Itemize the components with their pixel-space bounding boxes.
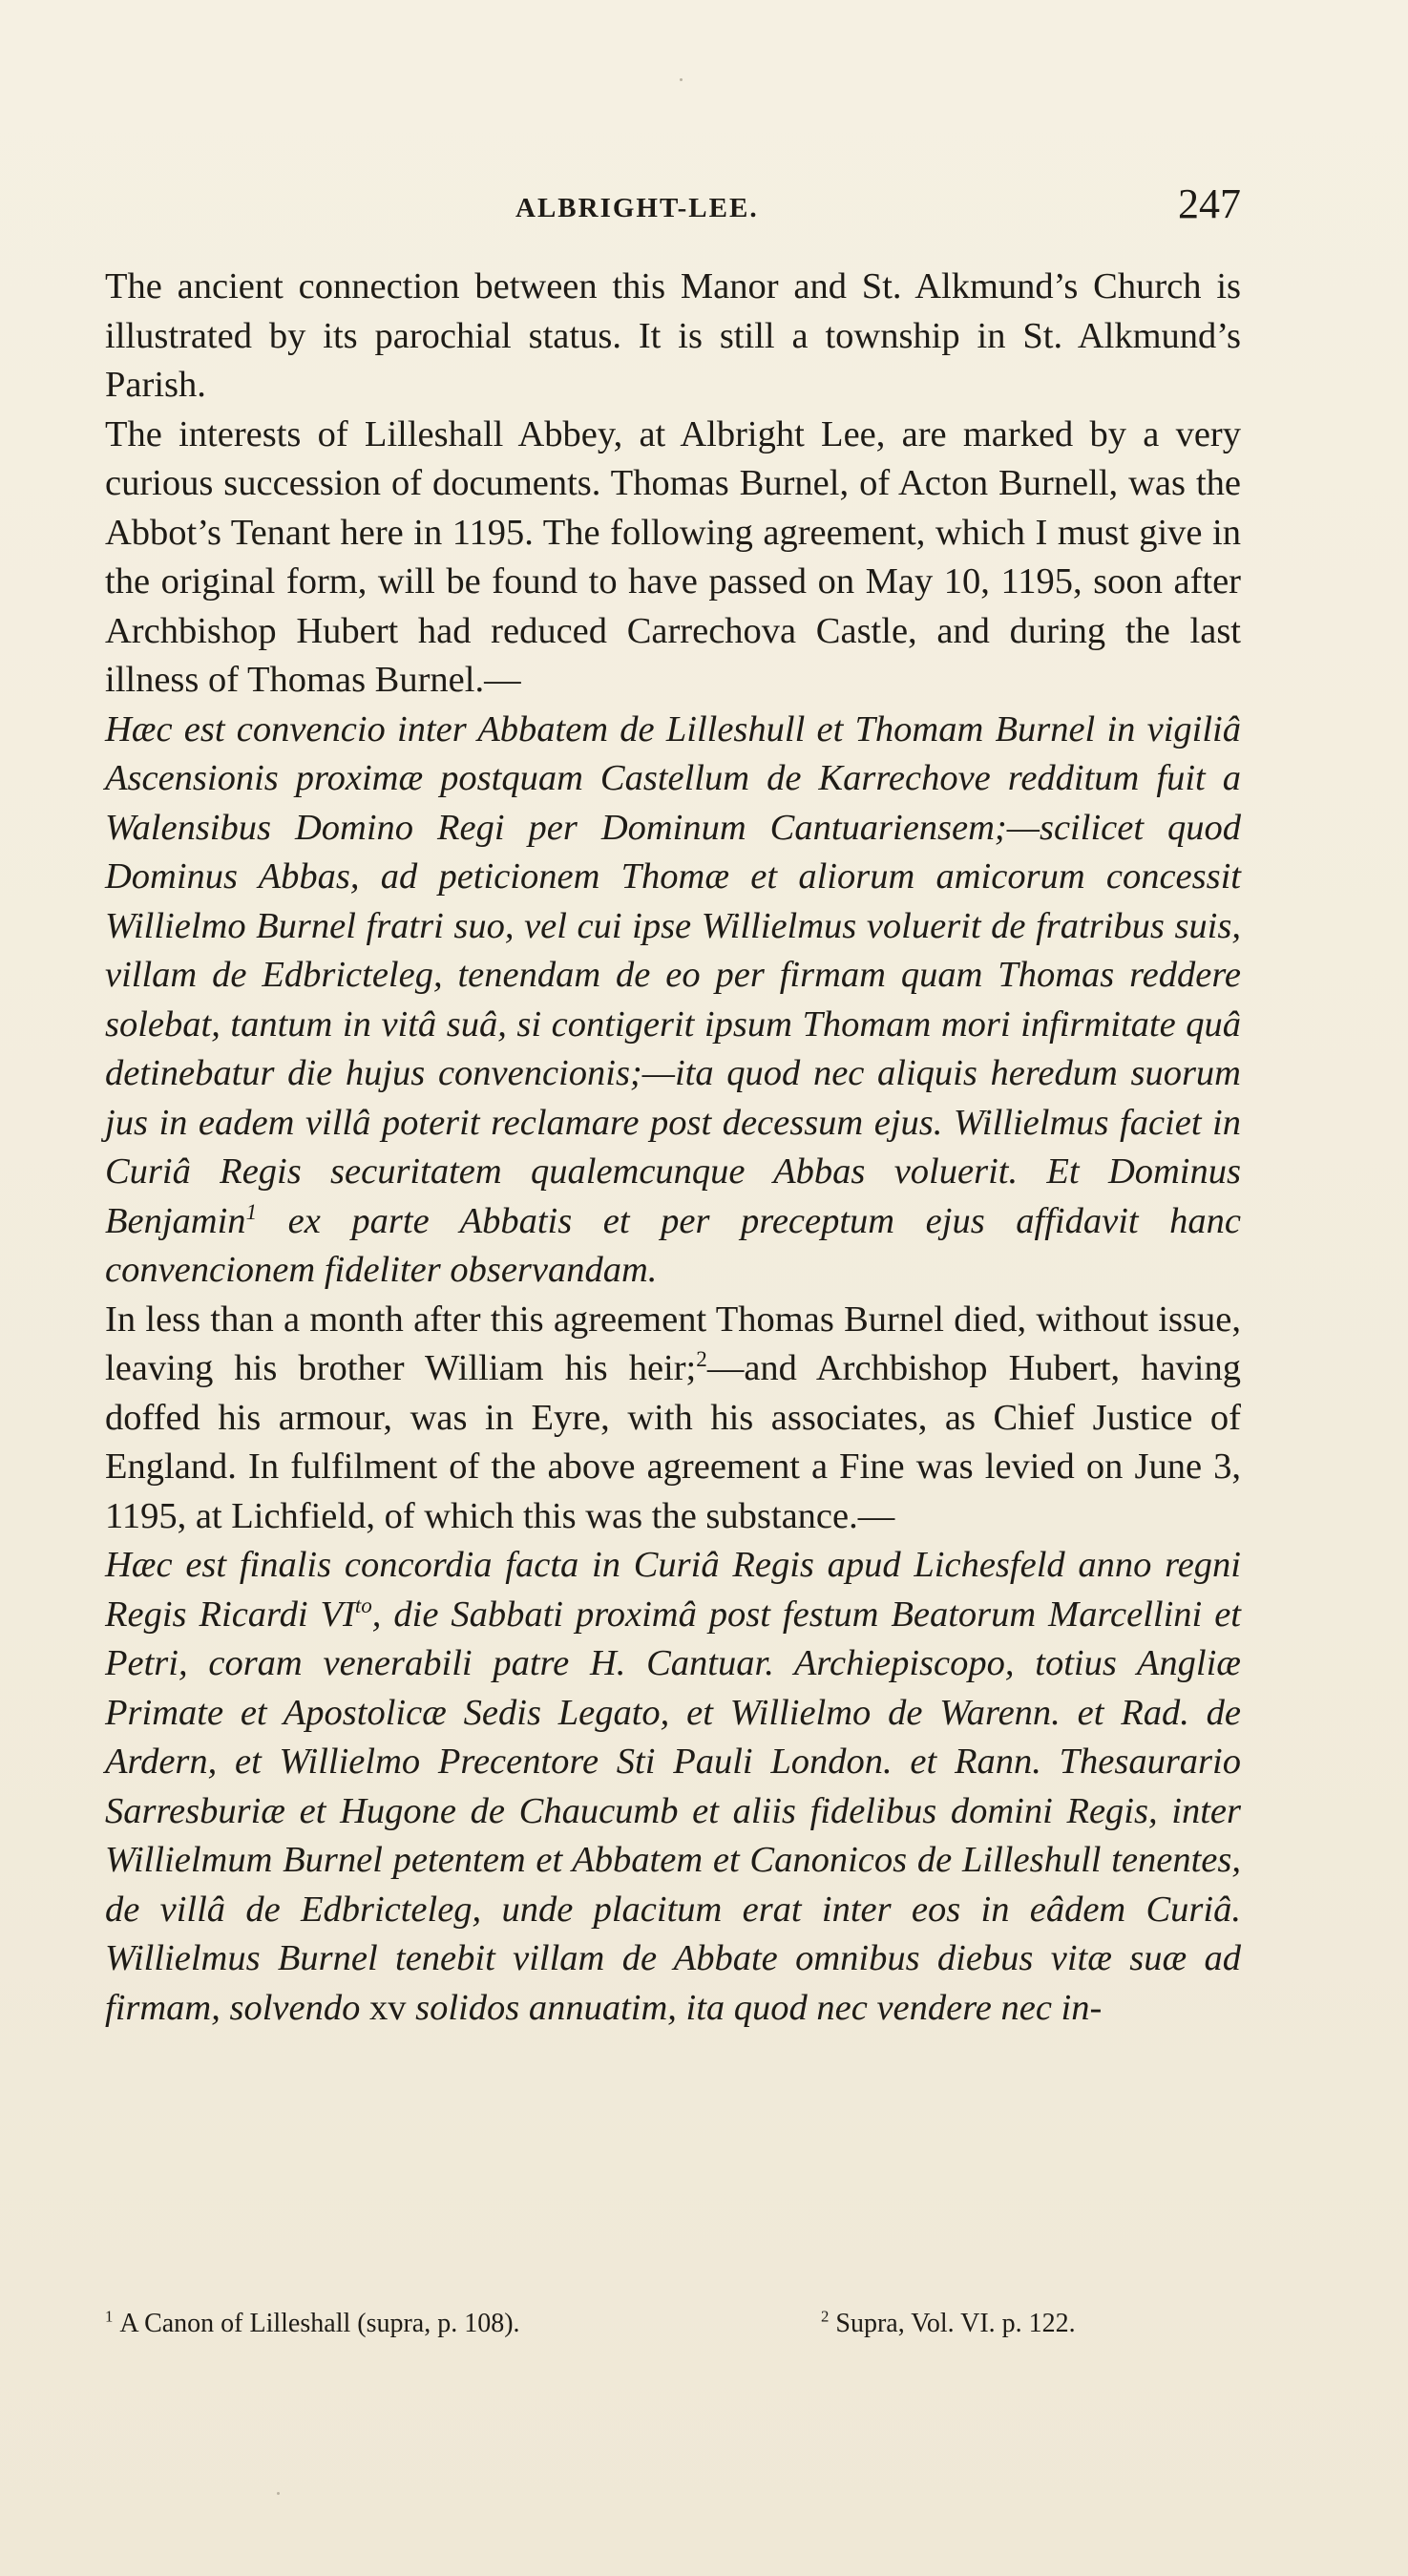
- footnote-2: [821, 2309, 1076, 2339]
- footnote-text: Supra, Vol. VI. p. 122.: [835, 2309, 1076, 2338]
- running-head: ALBRIGHT-LEE.: [515, 193, 759, 223]
- paragraph-text: The ancient connection between this Manor and St. Alkmund’s Church is illustrated by its parochial status. It is still a township in St. Alkmund’s Parish.: [105, 266, 1241, 405]
- latin-finalis-concordia: [105, 1541, 1241, 2033]
- roman-numeral: xv: [368, 1987, 407, 2028]
- paper-speck: [680, 78, 683, 81]
- page-number: 247: [1178, 180, 1241, 227]
- body-text: [105, 263, 1241, 2033]
- paragraph-text: The interests of Lilleshall Abbey, at Albright Lee, are marked by a very curious succession of documents. Thomas Burnel, of Acton Burnell, was the Abbot’s Tenant here in 1195. The following agreement, which I must give in the original form, will be found to have passed on May 10, 1195, soon after Archbishop Hubert had reduced Carrechova Castle, and during the last illness of Thomas Burnel.—: [105, 413, 1241, 700]
- latin-text: Hæc est convencio inter Abbatem de Lilleshull et Thomam Burnel in vigiliâ Ascensionis proximæ postquam Castellum de Karrechove redditum fuit a Walensibus Domino Regi per Dominum Cantuariensem;—scilicet quod Dominus Abbas, ad peticionem Thomæ et aliorum amicorum concessit Willielmo Burnel fratri suo, vel cui ipse Willielmus voluerit de fratribus suis, villam de Edbricteleg, tenendam de eo per firmam quam Thomas reddere solebat, tantum in vitâ suâ, si contigerit ipsum Thomam mori infirmitate quâ detinebatur die hujus convencionis;—ita quod nec aliquis heredum suorum jus in eadem villâ poterit reclamare post decessum ejus. Willielmus faciet in Curiâ Regis securitatem qualemcunque Abbas voluerit. Et Dominus Benjamin: [105, 708, 1241, 1241]
- footnotes: [105, 2309, 1241, 2347]
- footnote-1: [105, 2309, 520, 2339]
- latin-convencio: [105, 706, 1241, 1296]
- page-header: [105, 179, 1241, 237]
- paragraph-burnel-died: [105, 1296, 1241, 1542]
- latin-text: solidos annuatim, ita quod nec vendere nec in-: [406, 1987, 1103, 2028]
- paragraph-parochial-status: [105, 263, 1241, 411]
- paragraph-text: —and Archbishop Hubert, having doffed his armour, was in Eyre, with his associates, as Chief Justice of England. In fulfilment of the above agreement a Fine was levied on June 3, 1195, at Lichfield, of which this was the substance.—: [105, 1348, 1241, 1536]
- footnote-ref-1: 1: [245, 1198, 258, 1224]
- paragraph-text: In less than a month after this agreement Thomas Burnel died, without issue, leaving his brother William his heir;: [105, 1299, 1241, 1388]
- latin-text: ex parte Abbatis et per preceptum ejus affidavit hanc convencionem fideliter observandam.: [105, 1200, 1241, 1290]
- footnote-text: A Canon of Lilleshall (supra, p. 108).: [119, 2309, 520, 2338]
- footnote-mark: 1: [105, 2307, 114, 2326]
- latin-text: , die Sabbati proximâ post festum Beatorum Marcellini et Petri, coram venerabili patre H. Cantuar. Archiepiscopo, totius Angliæ Primate et Apostolicæ Sedis Legato, et Willielmo de Warenn. et Rad. de Ardern, et Willielmo Precentore Sti Pauli London. et Rann. Thesaurario Sarresburiæ et Hugone de Chaucumb et aliis fidelibus domini Regis, inter Willielmum Burnel petentem et Abbatem et Canonicos de Lilleshull tenentes, de villâ de Edbricteleg, unde placitum erat inter eos in eâdem Curiâ. Willielmus Burnel tenebit villam de Abbate omnibus diebus vitæ suæ ad firmam, solvendo: [105, 1594, 1241, 2028]
- latin-text: Hæc est finalis concordia facta in Curiâ Regis apud Lichesfeld anno regni Regis Ricardi VI: [105, 1545, 1241, 1635]
- footnote-mark: 2: [821, 2307, 830, 2326]
- paragraph-lilleshall-abbey: [105, 411, 1241, 706]
- superscript-to: to: [354, 1592, 372, 1617]
- footnote-ref-2: 2: [696, 1346, 707, 1372]
- paper-speck: [277, 2492, 280, 2495]
